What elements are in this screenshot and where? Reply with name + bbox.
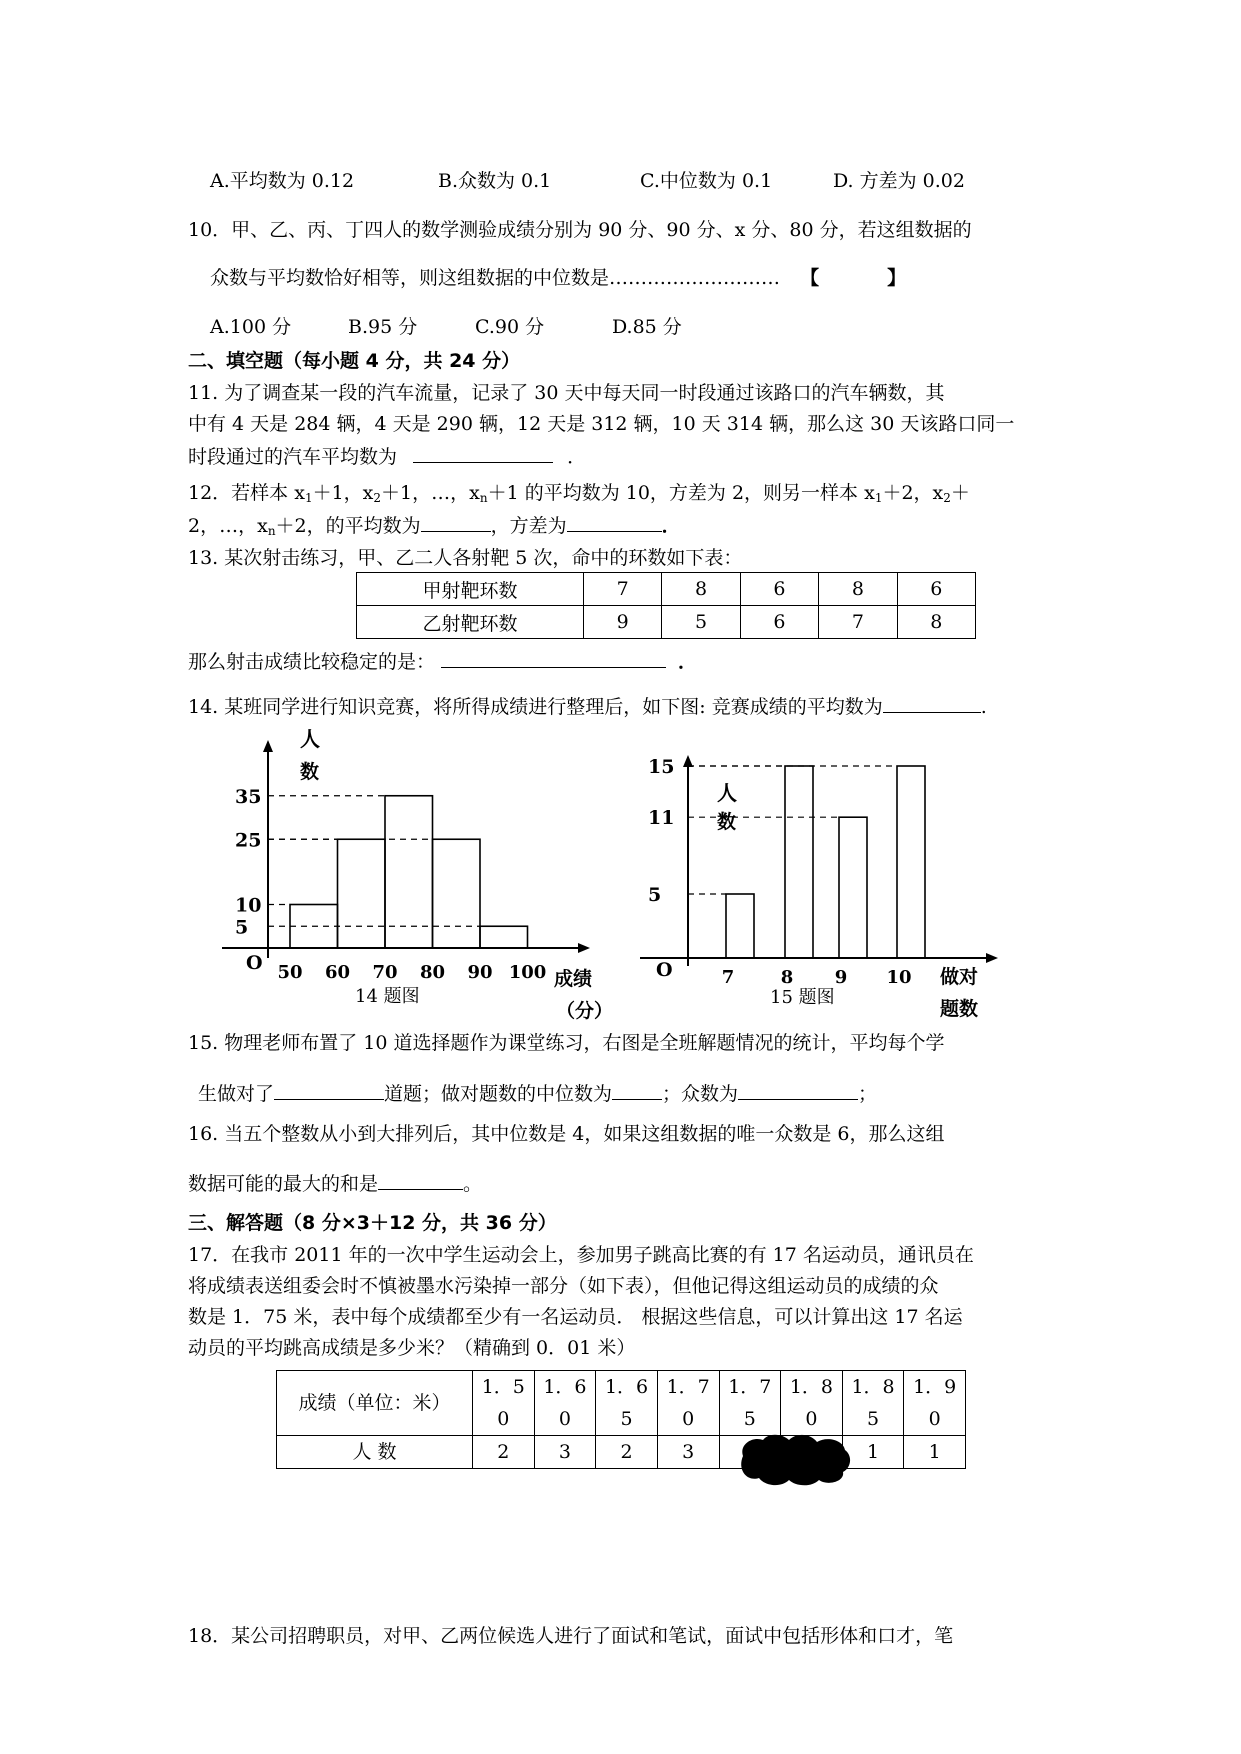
q13-cell: 6	[740, 573, 818, 606]
chart14-y-tick: 25	[235, 829, 262, 852]
q15-line2	[198, 1079, 877, 1107]
x-axis-arrow	[986, 953, 998, 963]
q17-h-top: 1．6	[604, 1376, 649, 1398]
q16-text-a: 数据可能的最大的和是	[188, 1173, 379, 1195]
q17-header-row	[277, 1371, 966, 1436]
section2-title: 二、填空题（每小题 4 分，共 24 分）	[188, 350, 521, 372]
q17-header-label: 成绩（单位：米）	[277, 1371, 473, 1436]
chart15-xlabel-bottom: 题数	[940, 998, 979, 1020]
q17-count-cell: 1	[904, 1436, 966, 1469]
chart14-x-tick: 80	[419, 962, 446, 983]
chart15-ylabel-top: 人	[717, 781, 737, 805]
chart15-origin: O	[656, 959, 673, 981]
chart14-ylabel-top: 人	[300, 727, 320, 751]
q17-count-cell: 2	[596, 1436, 658, 1469]
q9-option-d: D. 方差为 0.02	[833, 170, 965, 192]
q17-line3: 数是 1．75 米，表中每个成绩都至少有一名运动员． 根据这些信息，可以计算出这 17 名运	[188, 1306, 963, 1328]
q12-text-b: ＋1，x	[312, 482, 374, 504]
q12-sub-n: n	[479, 491, 488, 505]
q13-text: 13. 某次射击练习，甲、乙二人各射靶 5 次，命中的环数如下表：	[188, 547, 743, 569]
chart15-x-tick: 8	[780, 967, 794, 988]
q17-h-bot: 0	[497, 1408, 510, 1430]
q17-h-bot: 5	[743, 1408, 756, 1430]
q14-text-main: 14. 某班同学进行知识竞赛，将所得成绩进行整理后，如下图: 竞赛成绩的平均数为	[188, 696, 883, 718]
chart15-bar	[726, 894, 754, 958]
q13-row-label: 乙射靶环数	[357, 606, 584, 639]
chart14-bar	[480, 926, 528, 948]
q13-cell: 8	[897, 606, 975, 639]
q12-end: ．	[661, 515, 681, 537]
q15-text-c: ；众数为	[662, 1083, 739, 1105]
q15-text-a: 生做对了	[198, 1083, 275, 1105]
q12-text-e: ＋2，x	[882, 482, 944, 504]
chart15-x-tick: 9	[834, 967, 848, 988]
q11-line2: 中有 4 天是 284 辆，4 天是 290 辆，12 天是 312 辆，10 天 314 辆，那么这 30 天该路口同一	[188, 413, 1015, 435]
q13-after-text: 那么射击成绩比较稳定的是：	[188, 651, 436, 673]
chart15-y-tick: 5	[648, 884, 662, 906]
q17-count-cell: 1	[842, 1436, 904, 1469]
q15-text-b: 道题；做对题数的中位数为	[384, 1083, 613, 1105]
chart14-y-tick: 35	[235, 785, 262, 808]
chart14-x-tick: 50	[277, 962, 303, 983]
chart15-y-tick: 11	[648, 807, 675, 830]
q17-header-cell	[596, 1371, 658, 1436]
q10-option-b: B.95 分	[348, 316, 418, 338]
q17-count-cell: 3	[657, 1436, 719, 1469]
q18-line1: 18．某公司招聘职员，对甲、乙两位候选人进行了面试和笔试，面试中包括形体和口才，笔	[188, 1625, 954, 1647]
chart14-ylabel-bottom: 数	[300, 761, 320, 783]
q17-line2: 将成绩表送组委会时不慎被墨水污染掉一部分（如下表），但他记得这组运动员的成绩的众	[188, 1275, 939, 1297]
q17-table	[276, 1370, 966, 1469]
chart14-bar	[338, 839, 386, 948]
q12-text-2a: 2，…，x	[188, 515, 268, 537]
q10-option-a: A.100 分	[210, 316, 292, 338]
q17-h-top: 1．6	[543, 1376, 587, 1398]
y-axis-arrow	[683, 755, 693, 767]
q10-option-c: C.90 分	[475, 316, 545, 338]
q17-line1: 17．在我市 2011 年的一次中学生运动会上，参加男子跳高比赛的有 17 名运动员，通讯员在	[188, 1244, 974, 1266]
q17-count-row	[277, 1436, 966, 1469]
q13-row-label: 甲射靶环数	[357, 573, 584, 606]
q17-h-top: 1．8	[851, 1376, 895, 1398]
q12-text-a: 12．若样本 x	[188, 482, 305, 504]
q9-option-b: B.众数为 0.1	[438, 170, 552, 192]
q17-h-top: 1．7	[728, 1376, 772, 1398]
q17-h-top: 1．5	[481, 1376, 525, 1398]
q12-text-f: ＋	[950, 482, 970, 504]
q12-sub-1: 1	[304, 491, 313, 505]
chart14-xlabel-top: 成绩	[554, 968, 593, 990]
q12-text-2c: ，方差为	[490, 515, 567, 537]
q16-line2	[188, 1169, 482, 1197]
q17-h-bot: 0	[682, 1408, 695, 1430]
q17-count-cell: 3	[534, 1436, 596, 1469]
q12-text-c: ＋1，…，x	[381, 482, 480, 504]
chart15-ylabel-bottom: 数	[717, 811, 737, 833]
q13-cell: 7	[584, 573, 662, 606]
chart15-bar	[785, 766, 813, 958]
q13-cell: 6	[740, 606, 818, 639]
q17-h-bot: 0	[928, 1408, 941, 1430]
q10-bracket-close: 】	[887, 267, 907, 289]
y-axis-arrow	[263, 740, 273, 752]
chart14-x-tick: 70	[372, 962, 398, 983]
q12-text-2b: ＋2，的平均数为	[275, 515, 421, 537]
q10-option-d: D.85 分	[612, 316, 682, 338]
q12-sub-1b: 1	[874, 491, 883, 505]
q10-line1: 10．甲、乙、丙、丁四人的数学测验成绩分别为 90 分、90 分、x 分、80 分，若这组数据的	[188, 219, 972, 241]
q17-line4: 动员的平均跳高成绩是多少米？（精确到 0．01 米）	[188, 1337, 636, 1359]
q17-header-cell	[781, 1371, 843, 1436]
q13-cell: 7	[819, 606, 897, 639]
chart15-bar	[839, 817, 867, 958]
chart14-title: 14 题图	[355, 986, 420, 1007]
q17-header-cell	[473, 1371, 535, 1436]
q13-cell: 9	[584, 606, 662, 639]
q13-cell: 6	[897, 573, 975, 606]
q15-mode-blank[interactable]	[738, 1079, 858, 1100]
q12-sub-2: 2	[373, 491, 382, 505]
q17-header-cell	[904, 1371, 966, 1436]
chart15-y-tick: 15	[648, 756, 675, 778]
chart15-group	[640, 755, 998, 1020]
q17-header-cell	[719, 1371, 781, 1436]
q9-option-a: A.平均数为 0.12	[210, 170, 355, 192]
q12-text-d: ＋1 的平均数为 10，方差为 2，则另一样本 x	[487, 482, 875, 504]
chart15-title: 15 题图	[770, 987, 835, 1008]
q15-average-blank[interactable]	[274, 1079, 384, 1100]
chart15-xlabel-top: 做对	[940, 966, 979, 988]
q15-line1: 15. 物理老师布置了 10 道选择题作为课堂练习，右图是全班解题情况的统计，平均每个学	[188, 1032, 945, 1054]
q11-end: ．	[567, 446, 587, 468]
q12-sub-2b: 2	[943, 491, 951, 505]
q17-header-cell	[842, 1371, 904, 1436]
q17-count-cell: 2	[473, 1436, 535, 1469]
q17-count-label: 人 数	[277, 1436, 473, 1469]
q17-h-top: 1．9	[913, 1376, 957, 1398]
q16-text-b: 。	[463, 1173, 483, 1195]
q17-header-cell	[657, 1371, 719, 1436]
q11-line3-text: 时段通过的汽车平均数为	[188, 446, 398, 468]
q17-h-top: 1．7	[666, 1376, 710, 1398]
q12-sub-n2: n	[267, 524, 276, 538]
chart14-x-tick: 90	[467, 962, 493, 983]
q17-h-bot: 5	[867, 1408, 880, 1430]
x-axis-arrow	[578, 943, 590, 953]
q10-line2-text: 众数与平均数恰好相等，则这组数据的中位数是………………………	[210, 267, 781, 289]
chart14-y-tick: 10	[235, 894, 262, 917]
chart14-bar	[385, 796, 433, 948]
q13-cell: 8	[819, 573, 897, 606]
q17-header-cell	[534, 1371, 596, 1436]
chart14-origin: O	[246, 952, 263, 974]
q17-h-top: 1．8	[789, 1376, 834, 1398]
q10-bracket-open: 【	[800, 267, 820, 289]
chart14-y-tick: 5	[235, 916, 249, 939]
chart15-bar	[897, 766, 925, 958]
q11-line1: 11. 为了调查某一段的汽车流量，记录了 30 天中每天同一时段通过该路口的汽车辆数，其	[188, 382, 945, 404]
q14-end: .	[980, 696, 987, 718]
q17-h-bot: 5	[620, 1408, 633, 1430]
chart14-xlabel-bottom: （分）	[556, 1000, 614, 1022]
q17-h-bot: 0	[805, 1408, 818, 1430]
q15-median-blank[interactable]	[612, 1079, 662, 1100]
q17-h-bot: 0	[558, 1408, 571, 1430]
q13-end: ．	[678, 651, 698, 673]
q13-cell: 8	[662, 573, 740, 606]
q13-cell: 5	[662, 606, 740, 639]
chart15-x-tick: 7	[721, 967, 735, 988]
q16-answer-blank[interactable]	[378, 1169, 463, 1190]
section3-title: 三、解答题（8 分×3＋12 分，共 36 分）	[188, 1212, 557, 1234]
q15-text-d: ；	[858, 1083, 878, 1105]
chart14-bar	[433, 839, 481, 948]
chart15-x-tick: 10	[886, 967, 912, 988]
q9-option-c: C.中位数为 0.1	[640, 170, 773, 192]
ink-blot	[735, 1430, 855, 1488]
chart14-group	[222, 727, 613, 1022]
chart14-x-tick: 60	[324, 962, 351, 983]
q16-line1: 16. 当五个整数从小到大排列后，其中位数是 4，如果这组数据的唯一众数是 6，那么这组	[188, 1123, 945, 1145]
chart14-x-tick: 100	[508, 962, 547, 983]
